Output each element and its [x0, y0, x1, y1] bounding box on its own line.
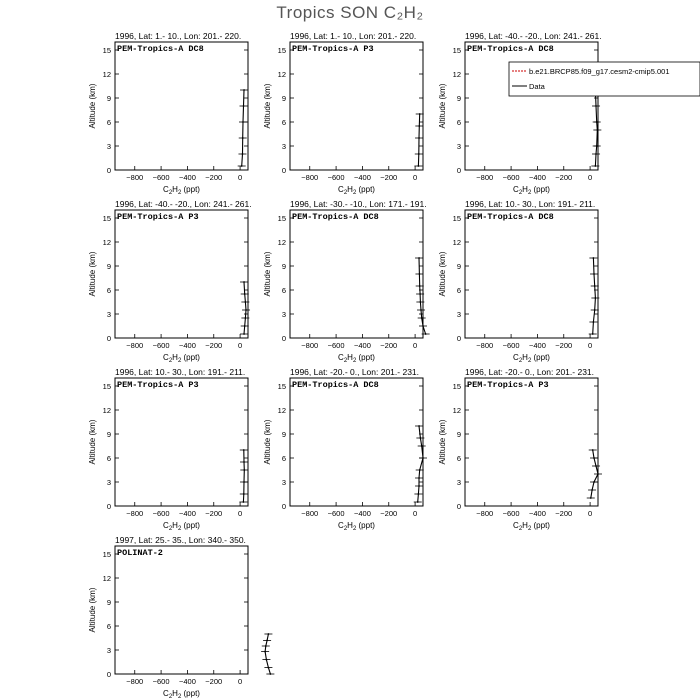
- chart-panel-7: [88, 367, 248, 532]
- data-point: [418, 257, 420, 259]
- plot-frame: [115, 42, 248, 170]
- campaign-label: PEM-Tropics-A DC8: [467, 44, 554, 54]
- x-tick-label: −200: [380, 509, 398, 518]
- x-tick-label: −600: [327, 173, 345, 182]
- y-tick-label: 3: [106, 646, 111, 655]
- data-point: [596, 121, 598, 123]
- y-tick-label: 0: [456, 334, 461, 343]
- chart-panel-6: [438, 199, 599, 364]
- data-point: [594, 297, 596, 299]
- data-point: [417, 501, 419, 503]
- data-point: [419, 285, 421, 287]
- x-tick-label: −600: [152, 173, 170, 182]
- data-point: [418, 153, 420, 155]
- y-axis-label: Altitude (km): [438, 419, 447, 465]
- y-axis-label: Altitude (km): [88, 587, 97, 633]
- x-tick-label: −400: [178, 509, 196, 518]
- x-tick-label: 0: [588, 341, 593, 350]
- y-tick-label: 6: [456, 118, 461, 127]
- y-tick-label: 0: [106, 166, 111, 175]
- x-tick-label: 0: [413, 173, 418, 182]
- y-tick-label: 15: [102, 214, 111, 223]
- x-axis-label: $C_2H_2$ (ppt): [513, 353, 550, 364]
- x-axis-label: $C_2H_2$ (ppt): [163, 185, 200, 196]
- x-tick-label: −600: [502, 341, 520, 350]
- chart-panel-10: [88, 535, 274, 700]
- chart-panel-3: [438, 31, 700, 196]
- y-tick-label: 0: [456, 502, 461, 511]
- figure-title: Tropics SON C₂H₂: [276, 3, 424, 22]
- x-tick-label: −400: [528, 509, 546, 518]
- y-tick-label: 3: [456, 142, 461, 151]
- plot-frame: [290, 42, 423, 170]
- legend-label-data: Data: [529, 82, 545, 91]
- x-axis-label: $C_2H_2$ (ppt): [163, 353, 200, 364]
- data-point: [244, 317, 246, 319]
- y-tick-label: 12: [452, 238, 461, 247]
- data-point: [243, 469, 245, 471]
- y-axis-label: Altitude (km): [88, 83, 97, 129]
- data-point: [419, 301, 421, 303]
- data-point: [592, 449, 594, 451]
- data-point: [243, 461, 245, 463]
- y-tick-label: 12: [452, 406, 461, 415]
- x-tick-label: −400: [178, 173, 196, 182]
- x-tick-label: 0: [413, 341, 418, 350]
- data-point: [420, 309, 422, 311]
- x-axis-label: $C_2H_2$ (ppt): [513, 185, 550, 196]
- data-point: [243, 89, 245, 91]
- data-point: [243, 493, 245, 495]
- chart-panel-5: [263, 199, 430, 364]
- data-point: [266, 659, 268, 661]
- y-tick-label: 9: [456, 94, 461, 103]
- data-point: [241, 165, 243, 167]
- data-point: [418, 485, 420, 487]
- data-point: [419, 293, 421, 295]
- panel-subtitle: 1996, Lat: -40.- -20., Lon: 241.- 261.: [115, 199, 252, 209]
- panel-subtitle: 1996, Lat: 1.- 10., Lon: 201.- 220.: [290, 31, 417, 41]
- x-tick-label: −200: [205, 341, 223, 350]
- y-axis-label: Altitude (km): [263, 251, 272, 297]
- data-point: [268, 633, 270, 635]
- data-point: [419, 273, 421, 275]
- x-tick-label: −800: [476, 509, 494, 518]
- data-point: [594, 165, 596, 167]
- y-tick-label: 3: [281, 478, 286, 487]
- y-tick-label: 0: [281, 502, 286, 511]
- x-tick-label: −800: [126, 509, 144, 518]
- y-tick-label: 0: [456, 166, 461, 175]
- campaign-label: PEM-Tropics-A P3: [117, 380, 199, 390]
- data-point: [242, 121, 244, 123]
- data-point: [244, 293, 246, 295]
- legend-label-model: b.e21.BRCP85.f09_g17.cesm2-cmip5.001: [529, 67, 670, 76]
- data-point: [419, 113, 421, 115]
- y-tick-label: 3: [106, 310, 111, 319]
- y-tick-label: 15: [102, 46, 111, 55]
- data-point: [242, 501, 244, 503]
- data-point: [422, 457, 424, 459]
- campaign-label: PEM-Tropics-A P3: [117, 212, 199, 222]
- data-point: [591, 489, 593, 491]
- y-tick-label: 0: [281, 334, 286, 343]
- x-tick-label: −800: [126, 173, 144, 182]
- panel-subtitle: 1996, Lat: 10.- 30., Lon: 191.- 211.: [115, 367, 246, 377]
- data-point: [596, 129, 598, 131]
- y-tick-label: 12: [102, 70, 111, 79]
- data-point: [418, 137, 420, 139]
- y-tick-label: 9: [106, 262, 111, 271]
- plot-frame: [115, 546, 248, 674]
- data-point: [245, 309, 247, 311]
- y-tick-label: 15: [277, 382, 286, 391]
- data-point: [244, 301, 246, 303]
- data-point: [592, 333, 594, 335]
- data-point: [595, 153, 597, 155]
- plot-frame: [290, 378, 423, 506]
- x-axis-label: $C_2H_2$ (ppt): [163, 521, 200, 532]
- campaign-label: PEM-Tropics-A DC8: [117, 44, 204, 54]
- y-tick-label: 6: [106, 454, 111, 463]
- x-tick-label: −400: [353, 173, 371, 182]
- y-tick-label: 15: [452, 214, 461, 223]
- y-tick-label: 9: [456, 430, 461, 439]
- y-axis-label: Altitude (km): [263, 83, 272, 129]
- chart-panel-9: [438, 367, 602, 532]
- x-axis-label: $C_2H_2$ (ppt): [338, 353, 375, 364]
- y-tick-label: 3: [106, 142, 111, 151]
- data-point: [421, 445, 423, 447]
- plot-frame: [115, 378, 248, 506]
- data-point: [243, 105, 245, 107]
- x-axis-label: $C_2H_2$ (ppt): [163, 689, 200, 700]
- data-point: [243, 481, 245, 483]
- campaign-label: PEM-Tropics-A DC8: [292, 212, 379, 222]
- y-tick-label: 12: [277, 406, 286, 415]
- y-tick-label: 6: [281, 118, 286, 127]
- panel-subtitle: 1996, Lat: -20.- 0., Lon: 201.- 231.: [465, 367, 595, 377]
- x-tick-label: 0: [238, 677, 243, 686]
- data-point: [590, 497, 592, 499]
- data-point: [596, 145, 598, 147]
- y-tick-label: 9: [106, 598, 111, 607]
- data-point: [595, 105, 597, 107]
- x-tick-label: 0: [588, 173, 593, 182]
- y-axis-label: Altitude (km): [438, 83, 447, 129]
- campaign-label: POLINAT-2: [117, 548, 163, 558]
- x-tick-label: −200: [555, 341, 573, 350]
- data-point: [266, 640, 268, 642]
- campaign-label: PEM-Tropics-A P3: [467, 380, 549, 390]
- data-point: [265, 645, 267, 647]
- data-point: [268, 667, 270, 669]
- data-point: [242, 137, 244, 139]
- x-tick-label: −400: [528, 341, 546, 350]
- y-tick-label: 6: [106, 118, 111, 127]
- x-tick-label: −200: [205, 509, 223, 518]
- data-point: [422, 325, 424, 327]
- y-tick-label: 12: [277, 70, 286, 79]
- plot-frame: [465, 42, 598, 170]
- data-point: [421, 317, 423, 319]
- panel-subtitle: 1997, Lat: 25.- 35., Lon: 340.- 350.: [115, 535, 246, 545]
- data-point: [594, 309, 596, 311]
- x-tick-label: −800: [126, 677, 144, 686]
- x-tick-label: −800: [126, 341, 144, 350]
- x-tick-label: −800: [301, 341, 319, 350]
- panel-subtitle: 1996, Lat: -40.- -20., Lon: 241.- 261.: [465, 31, 602, 41]
- x-tick-label: 0: [238, 509, 243, 518]
- data-point: [593, 273, 595, 275]
- x-tick-label: −800: [476, 341, 494, 350]
- x-tick-label: −600: [502, 509, 520, 518]
- data-point: [419, 437, 421, 439]
- panel-subtitle: 1996, Lat: 1.- 10., Lon: 201.- 220.: [115, 31, 242, 41]
- x-tick-label: −400: [353, 509, 371, 518]
- y-tick-label: 9: [281, 430, 286, 439]
- x-tick-label: 0: [238, 173, 243, 182]
- x-axis-label: $C_2H_2$ (ppt): [513, 521, 550, 532]
- data-point: [269, 673, 271, 675]
- y-tick-label: 6: [456, 286, 461, 295]
- y-tick-label: 3: [106, 478, 111, 487]
- chart-panel-8: [263, 367, 427, 532]
- plot-frame: [465, 210, 598, 338]
- x-tick-label: −200: [555, 173, 573, 182]
- y-tick-label: 3: [456, 478, 461, 487]
- data-point: [597, 473, 599, 475]
- y-tick-label: 0: [106, 670, 111, 679]
- y-tick-label: 9: [456, 262, 461, 271]
- data-point: [264, 651, 266, 653]
- x-tick-label: −200: [380, 341, 398, 350]
- y-tick-label: 15: [452, 46, 461, 55]
- y-tick-label: 3: [281, 310, 286, 319]
- data-point: [593, 481, 595, 483]
- y-tick-label: 6: [281, 286, 286, 295]
- data-point: [418, 425, 420, 427]
- chart-panel-4: [88, 199, 252, 364]
- plot-frame: [115, 210, 248, 338]
- y-tick-label: 15: [102, 550, 111, 559]
- y-tick-label: 3: [456, 310, 461, 319]
- panel-subtitle: 1996, Lat: 10.- 30., Lon: 191.- 211.: [465, 199, 596, 209]
- x-tick-label: −400: [178, 341, 196, 350]
- y-tick-label: 12: [102, 574, 111, 583]
- campaign-label: PEM-Tropics-A DC8: [292, 380, 379, 390]
- y-axis-label: Altitude (km): [88, 419, 97, 465]
- y-tick-label: 12: [277, 238, 286, 247]
- x-tick-label: −200: [380, 173, 398, 182]
- data-point: [243, 333, 245, 335]
- panel-subtitle: 1996, Lat: -20.- 0., Lon: 201.- 231.: [290, 367, 420, 377]
- y-axis-label: Altitude (km): [438, 251, 447, 297]
- y-tick-label: 6: [281, 454, 286, 463]
- data-point: [594, 285, 596, 287]
- y-tick-label: 9: [281, 262, 286, 271]
- y-axis-label: Altitude (km): [263, 419, 272, 465]
- x-tick-label: 0: [238, 341, 243, 350]
- data-point: [243, 281, 245, 283]
- x-tick-label: −600: [152, 509, 170, 518]
- y-axis-label: Altitude (km): [88, 251, 97, 297]
- x-tick-label: −400: [353, 341, 371, 350]
- plot-frame: [465, 378, 598, 506]
- x-tick-label: −600: [152, 341, 170, 350]
- y-tick-label: 12: [102, 406, 111, 415]
- chart-panel-1: [88, 31, 248, 196]
- y-tick-label: 6: [106, 286, 111, 295]
- data-point: [417, 493, 419, 495]
- data-point: [244, 325, 246, 327]
- y-tick-label: 15: [277, 46, 286, 55]
- data-point: [243, 449, 245, 451]
- y-tick-label: 12: [102, 238, 111, 247]
- data-point: [425, 333, 427, 335]
- campaign-label: PEM-Tropics-A P3: [292, 44, 374, 54]
- x-tick-label: −600: [327, 341, 345, 350]
- data-point: [419, 469, 421, 471]
- campaign-label: PEM-Tropics-A DC8: [467, 212, 554, 222]
- data-point: [242, 153, 244, 155]
- data-point: [418, 477, 420, 479]
- x-tick-label: −600: [327, 509, 345, 518]
- x-tick-label: −800: [476, 173, 494, 182]
- y-tick-label: 15: [102, 382, 111, 391]
- data-point: [592, 257, 594, 259]
- x-tick-label: −600: [502, 173, 520, 182]
- y-tick-label: 9: [281, 94, 286, 103]
- x-tick-label: −400: [528, 173, 546, 182]
- y-tick-label: 15: [452, 382, 461, 391]
- x-axis-label: $C_2H_2$ (ppt): [338, 185, 375, 196]
- chart-panel-2: [263, 31, 424, 196]
- y-tick-label: 9: [106, 94, 111, 103]
- data-point: [592, 321, 594, 323]
- data-point: [593, 457, 595, 459]
- x-tick-label: −200: [205, 677, 223, 686]
- x-tick-label: −200: [205, 173, 223, 182]
- data-point: [418, 125, 420, 127]
- x-tick-label: −600: [152, 677, 170, 686]
- y-tick-label: 3: [281, 142, 286, 151]
- y-tick-label: 6: [456, 454, 461, 463]
- series-line-data: [419, 258, 426, 334]
- plot-frame: [290, 210, 423, 338]
- y-tick-label: 0: [281, 166, 286, 175]
- panel-subtitle: 1996, Lat: -30.- -10., Lon: 171.- 191.: [290, 199, 427, 209]
- x-tick-label: −800: [301, 509, 319, 518]
- data-point: [595, 465, 597, 467]
- series-line-data: [418, 114, 419, 166]
- x-tick-label: −400: [178, 677, 196, 686]
- x-axis-label: $C_2H_2$ (ppt): [338, 521, 375, 532]
- data-point: [417, 165, 419, 167]
- y-tick-label: 0: [106, 334, 111, 343]
- x-tick-label: 0: [588, 509, 593, 518]
- x-tick-label: 0: [413, 509, 418, 518]
- y-tick-label: 0: [106, 502, 111, 511]
- y-tick-label: 12: [452, 70, 461, 79]
- y-tick-label: 15: [277, 214, 286, 223]
- x-tick-label: −200: [555, 509, 573, 518]
- y-tick-label: 9: [106, 430, 111, 439]
- y-tick-label: 6: [106, 622, 111, 631]
- x-tick-label: −800: [301, 173, 319, 182]
